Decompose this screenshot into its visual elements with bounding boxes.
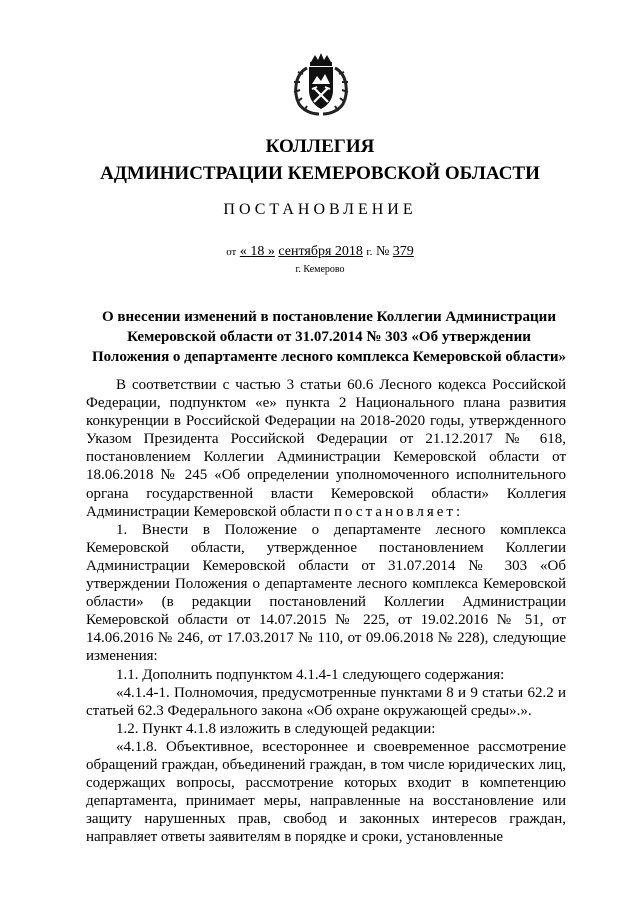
title-line2: Кемеровской области от 31.07.2014 № 303 «Об утверждении xyxy=(127,329,531,345)
org-name-line2: АДМИНИСТРАЦИИ КЕМЕРОВСКОЙ ОБЛАСТИ xyxy=(100,163,540,184)
number-sign: № xyxy=(375,244,390,259)
paragraph-item-1-2: 1.2. Пункт 4.1.8 изложить в следующей редакции: xyxy=(116,720,436,737)
paragraph-item-1: 1. Внести в Положение о департаменте лесного комплекса Кемеровской области, утвержденное постановлением Коллегии Администрации Кемеровской области от 31.07.2014 № 303 «Об утверждении Положения о департаменте лесного комплекса Кемеровской области» (в редакции постановлений Коллегии Администрации Кемеровской области от 14.07.2015 № 225, от 19.02.2016 № 51, от 14.06.2016 № 246, от 17.03.2017 № 110, от 09.06.2018 № 228), следующие изменения: xyxy=(86,521,566,665)
date-year-suffix: г. xyxy=(366,246,373,258)
document-number: 379 xyxy=(392,244,414,259)
title-line3: Положения о департаменте лесного комплекса Кемеровской области» xyxy=(91,349,567,365)
document-body xyxy=(86,376,566,846)
paragraph-item-4-1-4-1: «4.1.4-1. Полномочия, предусмотренные пунктами 8 и 9 статьи 62.2 и статьей 62.3 Федерального закона «Об охране окружающей среды».». xyxy=(86,684,566,719)
date-day: « 18 » xyxy=(239,244,275,259)
date-from-label: от xyxy=(226,246,237,258)
paragraph-item-1-1: 1.1. Дополнить подпунктом 4.1.4-1 следующего содержания: xyxy=(116,666,505,683)
document-title xyxy=(90,307,568,367)
resolution-keyword: постановляет: xyxy=(334,503,464,520)
document-type: ПОСТАНОВЛЕНИЕ xyxy=(223,201,417,218)
paragraph-item-4-1-8: «4.1.8. Объективное, всестороннее и своевременное рассмотрение обращений граждан, объединений граждан, в том числе юридических лиц, содержащих вопросы, рассмотрение которых входит в компетенцию департамента, принимает меры, направленные на восстановление или защиту нарушенных прав, свобод и законных интересов граждан, направляет ответы заявителям в порядке и сроки, установленные xyxy=(86,738,566,846)
city-label: г. Кемерово xyxy=(295,264,345,275)
date-month-year: сентября 2018 xyxy=(278,244,363,259)
date-number-line xyxy=(0,244,640,260)
org-name-line1: КОЛЛЕГИЯ xyxy=(265,136,375,157)
coat-of-arms-emblem xyxy=(289,52,353,118)
title-line1: О внесении изменений в постановление Коллегии Администрации xyxy=(102,309,556,325)
paragraph-preamble: В соответствии с частью 3 статьи 60.6 Лесного кодекса Российской Федерации, подпунктом «е» пункта 2 Национального плана развития конкуренции в Российской Федерации на 2018-2020 годы, утвержденного Указом Президента Российской Федерации от 21.12.2017 № 618, постановлением Коллегии Администрации Кемеровской области от 18.06.2018 № 245 «Об определении уполномоченного исполнительного органа государственной власти Кемеровской области» Коллегия Администрации Кемеровской области постановляет: xyxy=(86,377,566,520)
